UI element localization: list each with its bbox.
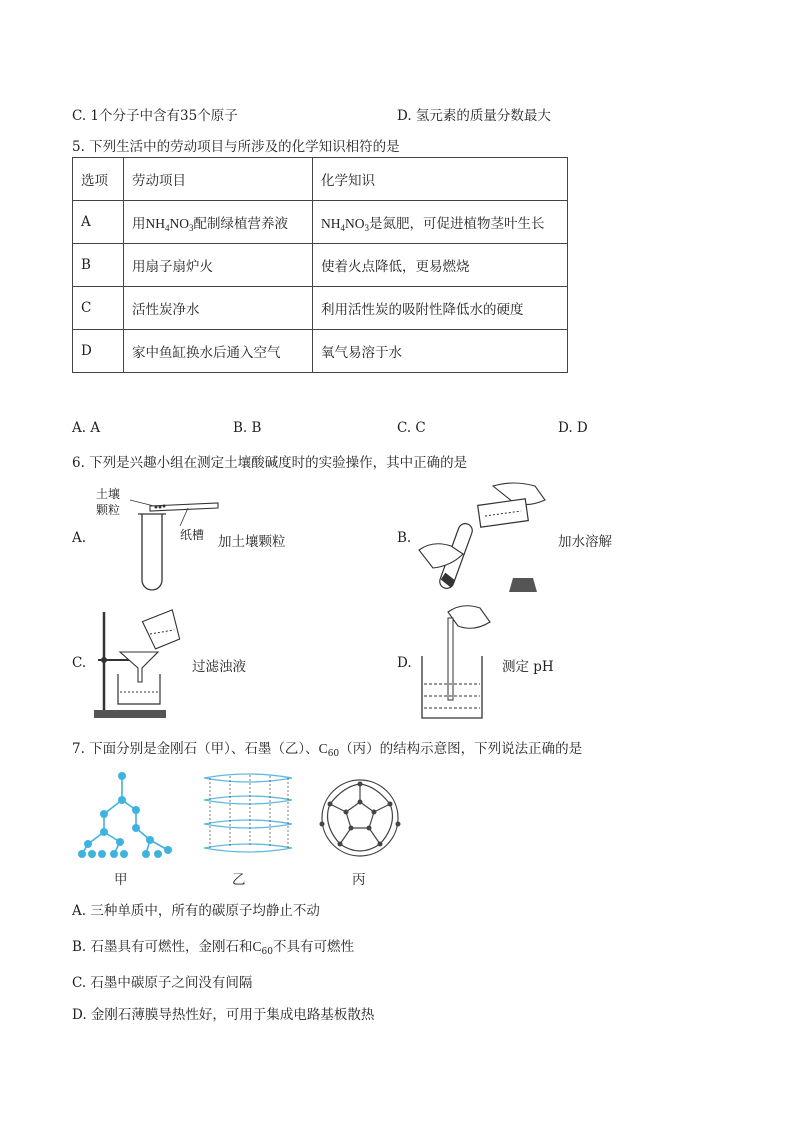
table-row xyxy=(73,287,568,330)
table-cell-knowledge: 使着火点降低，更易燃烧 xyxy=(313,244,568,287)
formula-nh4no3: $NH_4NO_3$ xyxy=(145,215,194,233)
q6-a-caption: 加土壤颗粒 xyxy=(218,534,286,550)
q7-option-a: A. 三种单质中，所有的碳原子均静止不动 xyxy=(72,903,320,919)
table-cell-option: D xyxy=(73,330,124,373)
q4-option-c: C. 1个分子中含有35个原子 xyxy=(72,108,238,124)
task-text: 用 xyxy=(132,215,146,232)
label-yi: 乙 xyxy=(232,872,246,888)
diamond-structure xyxy=(74,770,184,862)
c60-structure xyxy=(318,776,402,860)
formula-nh4no3: $NH_4NO_3$ xyxy=(321,215,369,233)
knowledge-text: 是氮肥，可促进植物茎叶生长 xyxy=(369,215,545,232)
table-cell-option: C xyxy=(73,287,124,330)
table-cell-task: 用扇子扇炉火 xyxy=(124,244,313,287)
measure-ph-illustration xyxy=(418,600,498,722)
table-cell-task: 家中鱼缸换水后通入空气 xyxy=(124,330,313,373)
table-cell-task xyxy=(124,201,313,244)
table-row xyxy=(73,201,568,244)
dissolve-illustration xyxy=(415,478,555,596)
q6-d-caption: 测定 pH xyxy=(502,659,554,675)
q5-answer-a: A. A xyxy=(72,420,101,436)
q5-table xyxy=(72,157,568,373)
soil-label-line2: 颗粒 xyxy=(96,503,121,517)
table-header-cell: 选项 xyxy=(73,158,124,201)
paper-trough-label: 纸槽 xyxy=(180,528,205,542)
q6-b-letter: B. xyxy=(397,530,412,546)
q6-a-letter: A. xyxy=(72,530,87,546)
filtration-illustration xyxy=(90,600,190,725)
table-cell-knowledge: 氧气易溶于水 xyxy=(313,330,568,373)
q6-b-caption: 加水溶解 xyxy=(558,534,612,550)
label-jia: 甲 xyxy=(114,872,128,888)
table-header-cell: 劳动项目 xyxy=(124,158,313,201)
q7-option-b: B. 石墨具有可燃性，金刚石和$C_{60}$不具有可燃性 xyxy=(72,939,354,957)
q5-answer-b: B. B xyxy=(233,420,262,436)
table-cell-option: B xyxy=(73,244,124,287)
soil-label-line1: 土壤 xyxy=(96,487,121,501)
add-soil-illustration xyxy=(120,496,230,591)
q6-c-letter: C. xyxy=(72,655,87,671)
graphite-structure xyxy=(200,770,296,862)
q6-d-letter: D. xyxy=(397,655,412,671)
table-row xyxy=(73,244,568,287)
table-header-row xyxy=(73,158,568,201)
q5-answer-c: C. C xyxy=(397,420,426,436)
q4-option-d: D. 氢元素的质量分数最大 xyxy=(397,108,551,124)
task-text: 配制绿植营养液 xyxy=(193,215,288,232)
q5-answer-d: D. D xyxy=(558,420,588,436)
q7-option-d: D. 金刚石薄膜导热性好，可用于集成电路基板散热 xyxy=(72,1007,375,1023)
table-row xyxy=(73,330,568,373)
table-cell-task: 活性炭净水 xyxy=(124,287,313,330)
q5-stem: 5. 下列生活中的劳动项目与所涉及的化学知识相符的是 xyxy=(72,139,400,155)
table-cell-option: A xyxy=(73,201,124,244)
label-bing: 丙 xyxy=(352,872,366,888)
q6-c-caption: 过滤浊液 xyxy=(192,659,246,675)
q6-stem: 6. 下列是兴趣小组在测定土壤酸碱度时的实验操作，其中正确的是 xyxy=(72,455,468,471)
table-header-cell: 化学知识 xyxy=(313,158,568,201)
table-cell-knowledge: 利用活性炭的吸附性降低水的硬度 xyxy=(313,287,568,330)
q7-stem: 7. 下面分别是金刚石（甲）、石墨（乙）、$C_{60}$（丙）的结构示意图，下列说法正确的是 xyxy=(72,741,583,759)
q7-option-c: C. 石墨中碳原子之间没有间隔 xyxy=(72,975,253,991)
table-cell-knowledge xyxy=(313,201,568,244)
